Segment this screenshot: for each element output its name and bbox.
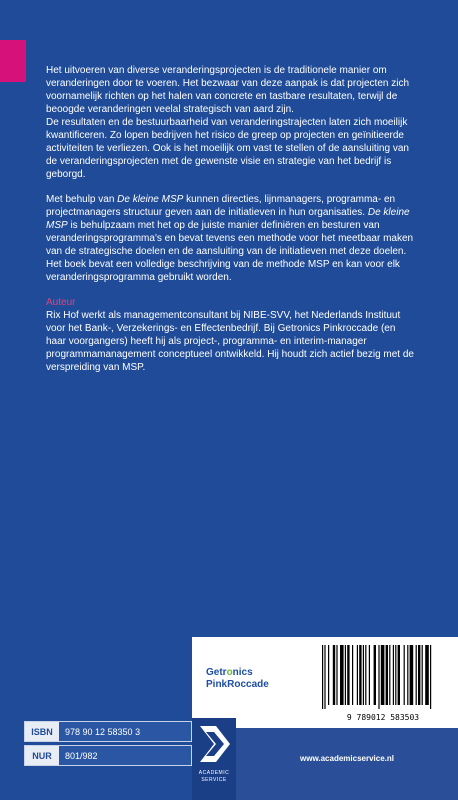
book-title-ref: De kleine MSP: [46, 207, 410, 231]
nur-box: [24, 745, 192, 766]
book-title-ref: De kleine MSP: [117, 194, 184, 205]
isbn-label: ISBN: [25, 722, 59, 741]
barcode-panel: [192, 637, 458, 728]
paragraph-4: Het boek bevat een volledige beschrijving van de methode MSP en kan voor elk veranderingsprogramma gebruikt worden.: [46, 259, 400, 283]
isbn-barcode: [316, 643, 450, 725]
pink-accent-tab: [0, 40, 26, 82]
isbn-value: 978 90 12 58350 3: [59, 722, 191, 741]
academic-service-logo: ACADEMIC SERVICE: [192, 718, 236, 800]
arrow-icon: [192, 718, 236, 770]
cover-text: [46, 64, 418, 374]
publisher-website[interactable]: www.academicservice.nl: [300, 754, 394, 763]
paragraph-2: De resultaten en de bestuurbaarheid van veranderingstrajecten laten zich moeilijk kwantificeren. Zo lopen bedrijven het risico de greep op projecten en geïnitieerde activiteiten te verliezen. Ook is het moeilijk om vast te stellen of de aansluiting van de veranderingsprojecten met de gewenste visie en strategie van het bedrijf is geborgd.: [46, 117, 409, 180]
paragraph-3: Met behulp van De kleine MSP kunnen directies, lijnmanagers, programma- en projectmanagers structuur geven aan de initiatieven in hun organisaties. De kleine MSP is behulpzaam met het op de juiste manier definiëren en besturen van veranderingsprogramma's en bevat tevens een methode voor het meetbaar maken van de strategische doelen en de aansluiting van de initiatieven met deze doelen.: [46, 194, 414, 257]
getronics-pinkroccade-logo: Getronics PinkRoccade: [206, 667, 269, 690]
barcode-number: 9 789012 583503: [346, 713, 420, 722]
nur-value: 801/982: [59, 746, 191, 765]
author-bio: Rix Hof werkt als managementconsultant bij NIBE-SVV, het Nederlands Instituut voor het Bank-, Verzekerings- en Effectenbedrijf. Bij Getronics Pinkroccade (en haar voorgangers) heeft hij als project-, programma- en interim-manager programmamanagement conceptueel ontwikkeld. Hij houdt zich actief bezig met de verspreiding van MSP.: [46, 310, 414, 373]
paragraph-1: Het uitvoeren van diverse veranderingsprojecten is de traditionele manier om veranderingen door te voeren. Het bezwaar van deze aanpak is dat projecten zich voornamelijk richten op het halen van concrete en tastbare resultaten, terwijl de beoogde veranderingen veelal strategisch van aard zijn.: [46, 65, 410, 115]
nur-label: NUR: [25, 746, 59, 765]
barcode-icon: [316, 643, 450, 711]
isbn-box: [24, 721, 192, 742]
author-heading: Auteur: [46, 297, 76, 308]
